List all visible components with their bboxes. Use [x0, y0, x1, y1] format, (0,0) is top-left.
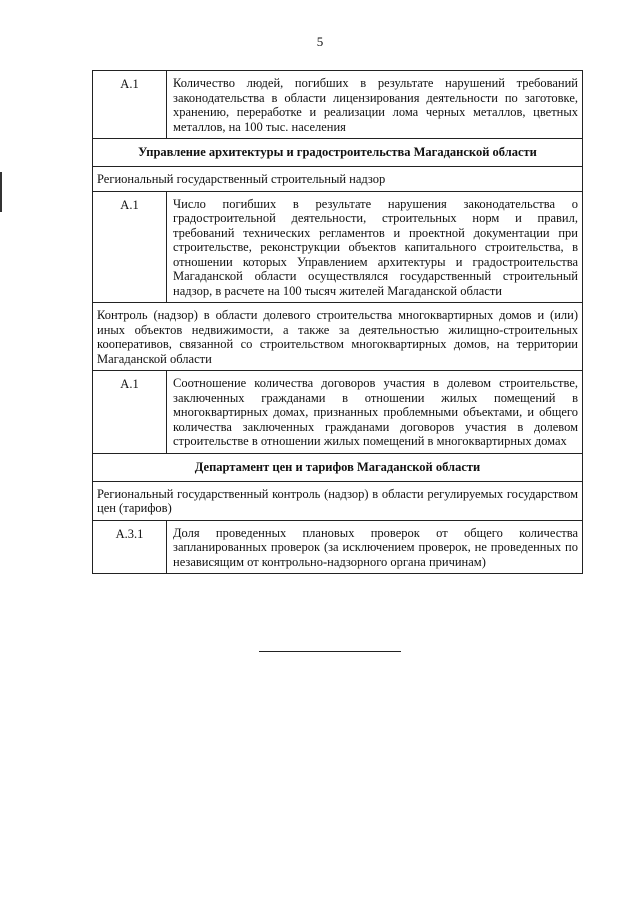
indicator-text: Число погибших в результате нарушения законодательства о градостроительной деятельности, строительных норм и правил, требований технических регламентов и проектной документации при строительстве, реконструкции объектов капитального строительства, в отношении которых Управлением архитектуры и градостроительства Магаданской области осуществлялся государственный строительный надзор, в расчете на 100 тысяч жителей Магаданской области	[166, 192, 582, 303]
department-heading: Департамент цен и тарифов Магаданской области	[92, 454, 583, 482]
table-row	[92, 192, 583, 304]
indicator-code: А.1	[120, 197, 139, 212]
indicator-code: А.3.1	[115, 526, 144, 541]
table-row	[92, 371, 583, 454]
department-heading: Управление архитектуры и градостроительства Магаданской области	[92, 139, 583, 167]
indicator-table	[92, 70, 583, 574]
table-row	[92, 521, 583, 575]
table-row	[92, 71, 583, 139]
indicator-code: А.1	[120, 77, 139, 91]
indicator-code: А.1	[120, 377, 139, 391]
page-number: 5	[316, 34, 324, 49]
indicator-text: Количество людей, погибших в результате нарушений требований законодательства в области лицензирования деятельности по заготовке, хранению, переработке и реализации лома черных металлов, цветных металлов, на 100 тыс. населения	[166, 71, 582, 138]
end-rule	[259, 651, 401, 652]
indicator-text: Соотношение количества договоров участия в долевом строительстве, заключенных гражданами в отношении жилых помещений в многоквартирных домах, признанных проблемными объектами, и общего количества заключенных гражданами договоров участия в долевом строительстве в отношении жилых помещений в многоквартирных домах	[166, 371, 582, 453]
control-type-heading: Контроль (надзор) в области долевого строительства многоквартирных домов и (или) иных объектов недвижимости, а также за деятельностью жилищно-строительных кооперативов, связанной со строительством многоквартирных домов, на территории Магаданской области	[92, 303, 583, 371]
control-type-heading: Региональный государственный строительный надзор	[92, 167, 583, 192]
margin-mark	[0, 172, 2, 212]
control-type-heading: Региональный государственный контроль (надзор) в области регулируемых государством цен (тарифов)	[92, 482, 583, 521]
indicator-text: Доля проведенных плановых проверок от общего количества запланированных проверок (за исключением проверок, не проведенных по независящим от контрольно-надзорного органа причинам)	[166, 521, 582, 574]
